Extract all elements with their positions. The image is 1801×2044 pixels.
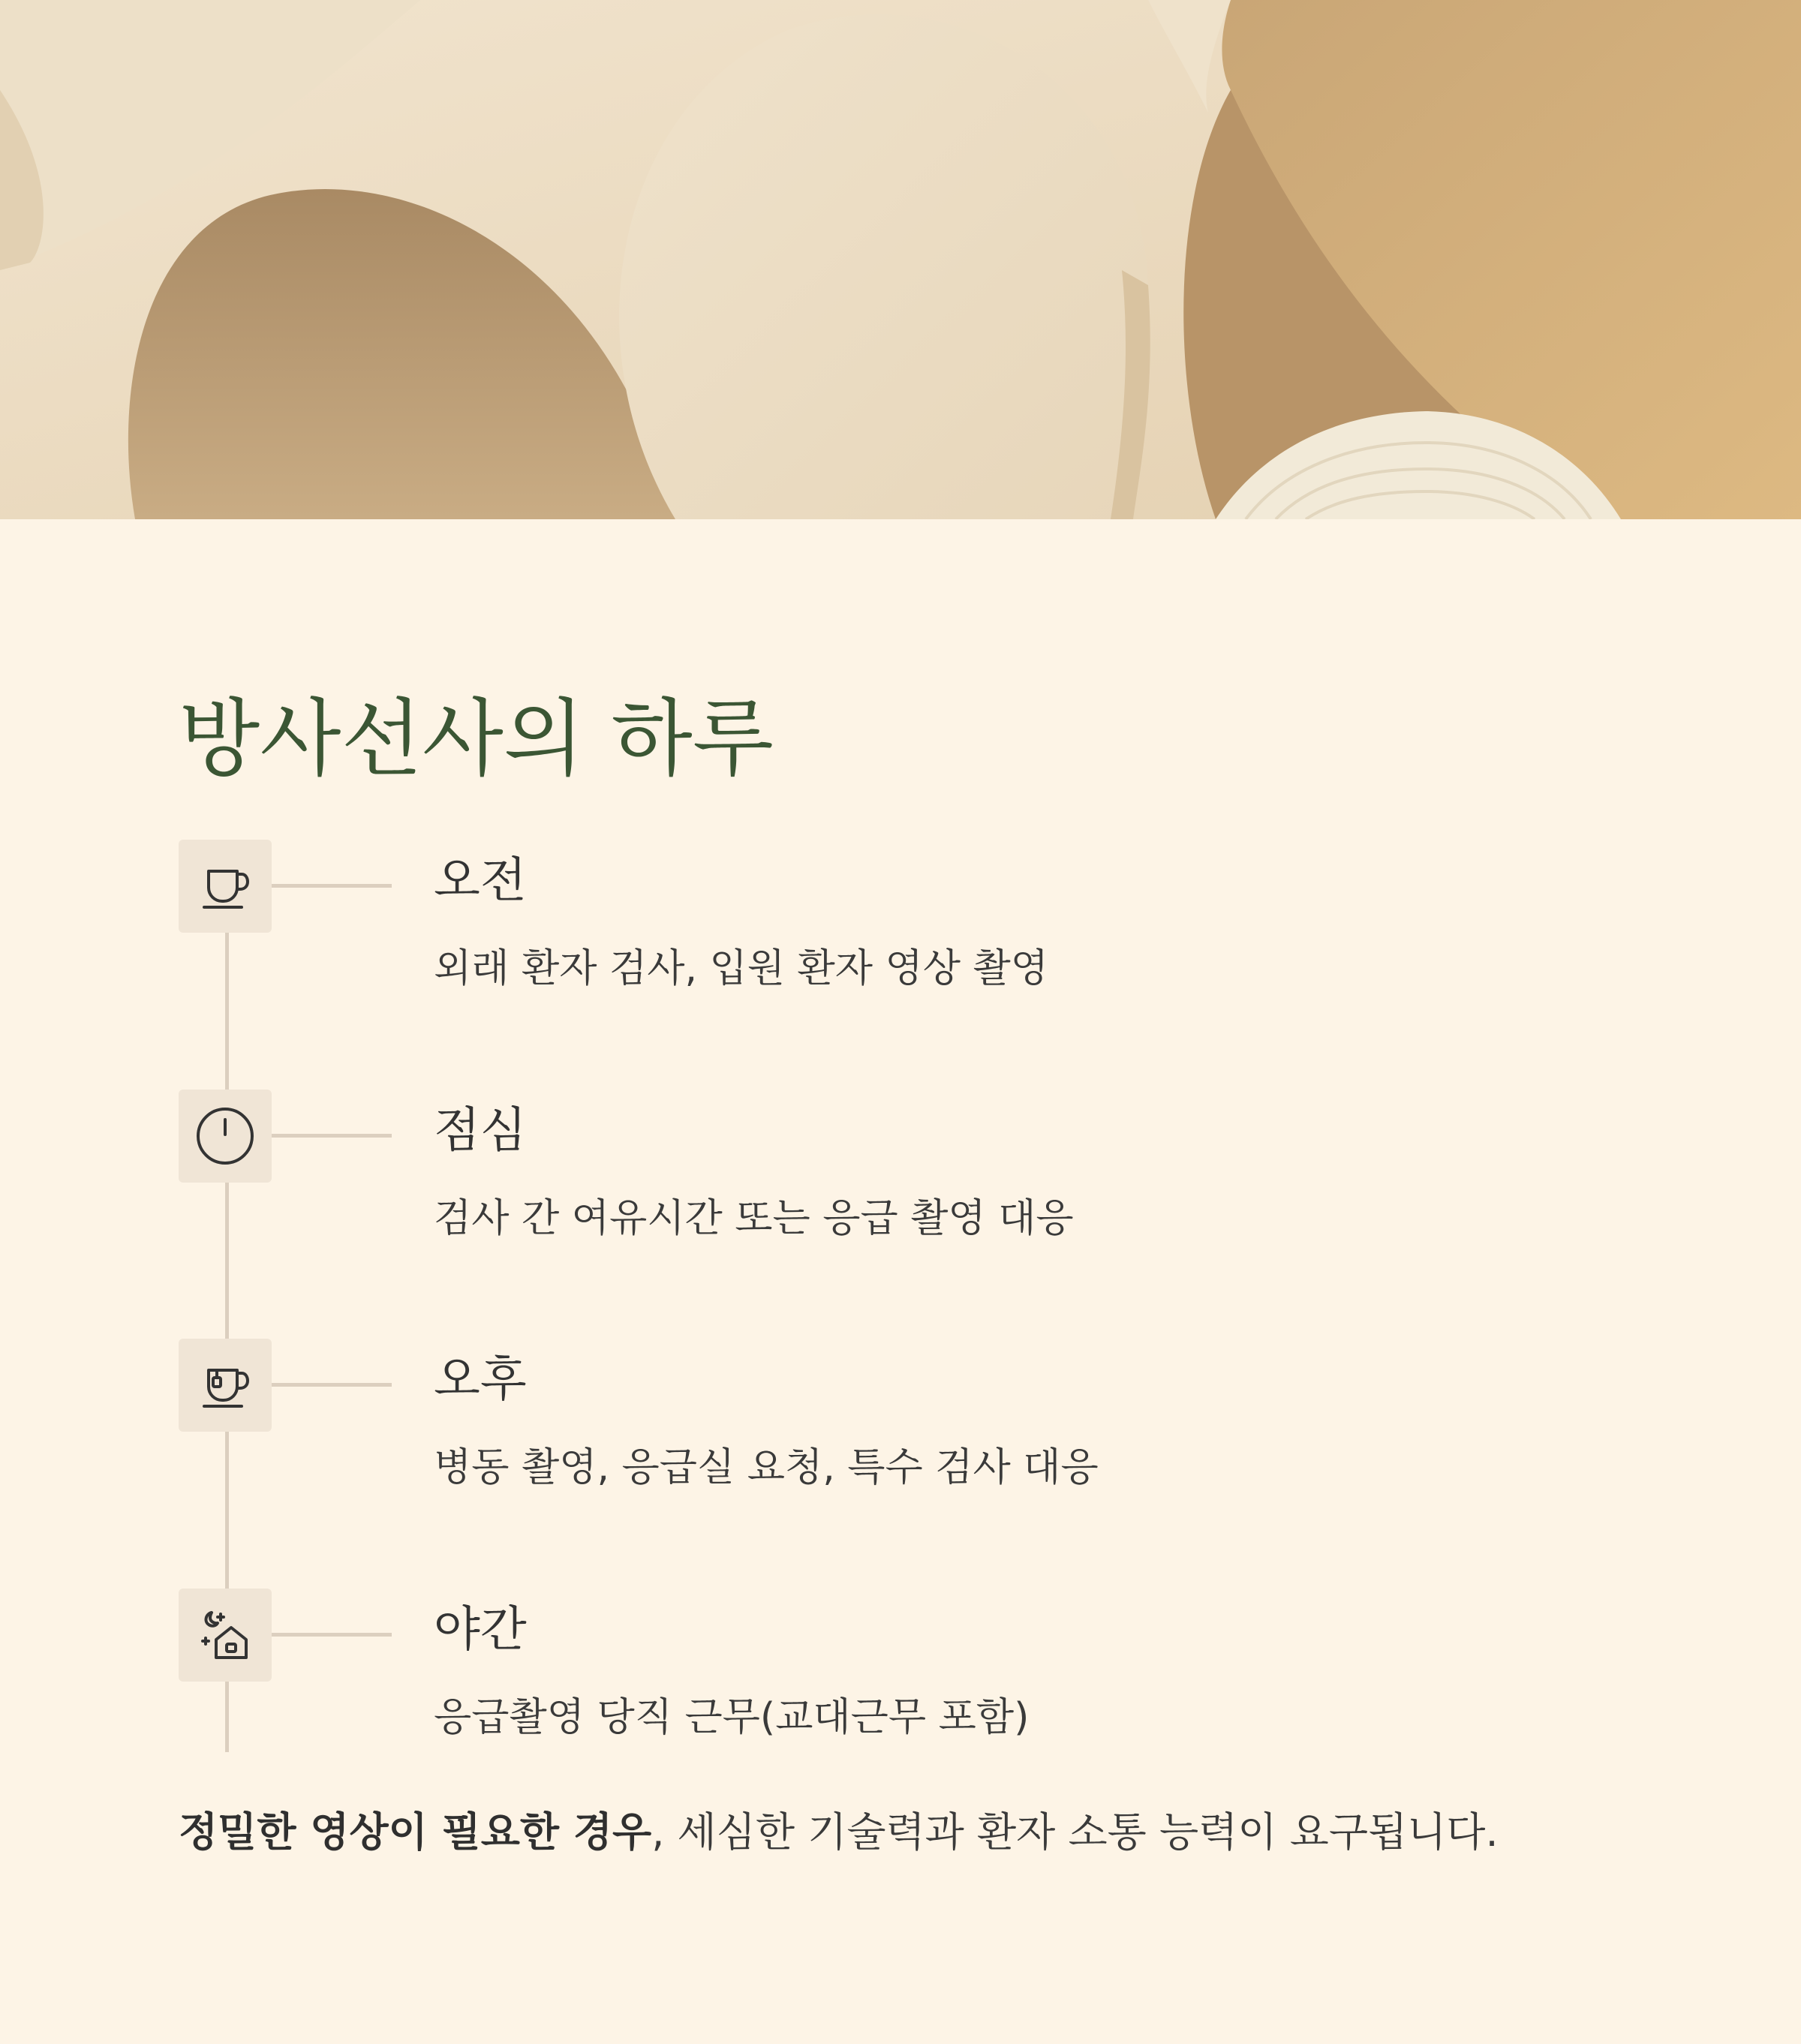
timeline-connector (272, 884, 392, 888)
step-title-night: 야간 (434, 1602, 527, 1658)
clock-icon (179, 1090, 272, 1183)
step-title-morning: 오전 (434, 853, 527, 909)
step-title-afternoon: 오후 (434, 1352, 527, 1408)
timeline-connector (272, 1134, 392, 1138)
timeline-line (225, 1183, 229, 1339)
step-description-lunch: 검사 간 여유시간 또는 응급 촬영 대응 (434, 1196, 1074, 1241)
step-title-lunch: 점심 (434, 1103, 527, 1159)
footer-note-text: , 세심한 기술력과 환자 소통 능력이 요구됩니다. (651, 1808, 1499, 1856)
footer-note-bold: 정밀한 영상이 필요한 경우 (179, 1808, 652, 1856)
coffee-cup-icon (179, 840, 272, 933)
step-description-afternoon: 병동 촬영, 응급실 요청, 특수 검사 대응 (434, 1445, 1099, 1490)
hero-image (0, 0, 1801, 519)
page-title: 방사선사의 하루 (179, 690, 774, 788)
timeline-line (225, 1432, 229, 1589)
timeline-line (225, 1682, 229, 1752)
timeline-connector (272, 1383, 392, 1387)
step-description-night: 응급촬영 당직 근무(교대근무 포함) (434, 1695, 1030, 1740)
timeline-line (225, 933, 229, 1090)
night-house-icon (179, 1589, 272, 1682)
tea-cup-icon (179, 1339, 272, 1432)
footer-note (179, 1808, 1499, 1857)
step-description-morning: 외래 환자 검사, 입원 환자 영상 촬영 (434, 946, 1048, 991)
timeline-connector (272, 1633, 392, 1637)
